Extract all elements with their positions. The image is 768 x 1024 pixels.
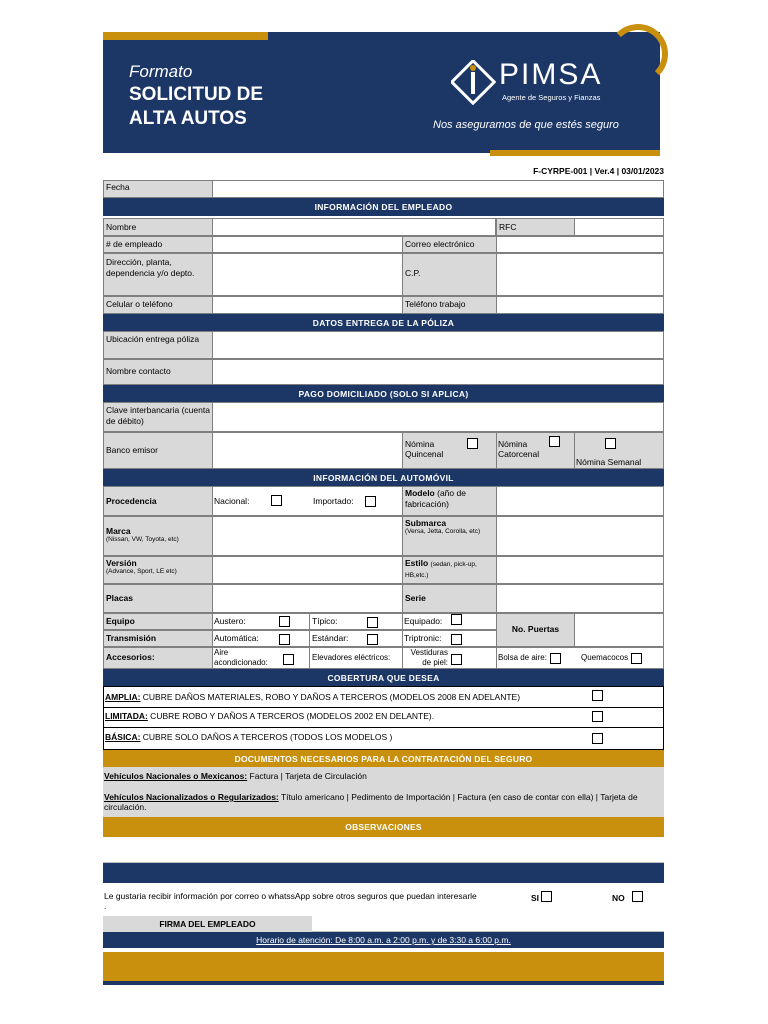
cobertura-limitada-key: LIMITADA: [105,711,148,721]
version-label-cell [103,556,213,584]
section-observaciones: OBSERVACIONES [103,817,664,837]
nacional-label: Nacional: [214,496,250,506]
vestiduras-checkbox[interactable] [451,654,462,665]
contacto-label: Nombre contacto [103,359,213,385]
ubicacion-input[interactable] [212,331,664,359]
nomina-semanal-checkbox[interactable] [605,438,616,449]
submarca-label-cell [402,516,497,556]
cobertura-limitada-desc: CUBRE ROBO Y DAÑOS A TERCEROS (MODELOS 2002 EN DELANTE). [147,711,435,721]
observaciones-input[interactable] [103,837,664,863]
fecha-label: Fecha [103,180,213,198]
transmision-options-b [309,630,403,647]
contacto-si-label: SI [531,893,540,903]
estandar-label: Estándar: [312,633,349,643]
section-poliza: DATOS ENTREGA DE LA PÓLIZA [103,314,664,331]
modelo-hint: (año de fabricación) [405,488,466,509]
cobertura-amplia-desc: CUBRE DAÑOS MATERIALES, ROBO Y DAÑOS A TERCEROS (MODELOS 2008 EN ADELANTE) [140,692,521,702]
footer-navy-line [103,981,664,985]
accesorios-options-d [496,647,664,669]
contacto-input[interactable] [212,359,664,385]
nombre-input[interactable] [212,218,496,236]
footer-gold-band [103,952,664,982]
transmision-options-a [212,630,310,647]
estandar-checkbox[interactable] [367,634,378,645]
estilo-hint: (sedan, pick-up, HB,etc.) [405,561,477,579]
accesorios-label: Accesorios: [103,647,213,669]
tel-trabajo-label: Teléfono trabajo [402,296,497,314]
nomina-semanal-label: Nómina Semanal [576,457,642,467]
vestiduras-label: Vestiduras de piel: [410,648,448,667]
nomina-catorcenal-label: Nómina Catorcenal [498,439,540,460]
nomina-quincenal-cell [402,432,497,469]
aire-label: Aire acondicionado: [214,648,268,667]
equipo-options-c [402,613,497,630]
estilo-label-cell [402,556,497,584]
marca-hint: (Nissan, VW, Toyota, etc) [106,536,179,544]
cobertura-limitada-row [103,708,664,728]
ubicacion-label: Ubicación entrega póliza [103,331,213,359]
nomina-quincenal-checkbox[interactable] [467,438,478,449]
firma-label: FIRMA DEL EMPLEADO [103,916,312,932]
clabe-label: Clave interbancaria (cuenta de débito) [103,402,213,432]
documentos-nacionalizados-key: Vehículos Nacionalizados o Regularizados: [104,792,279,802]
nomina-quincenal-label: Nómina Quincenal [405,439,444,460]
austero-checkbox[interactable] [279,616,290,627]
no-puertas-input[interactable] [574,613,664,647]
documentos-nacionalizados-text: Título americano | Pedimento de Importación | Factura (en caso de contar con ella) | Tarjeta de circulación. [104,792,638,813]
estilo-input[interactable] [496,556,664,584]
pimsa-logo [451,60,496,105]
importado-checkbox[interactable] [365,496,376,507]
modelo-label: Modelo [405,488,435,498]
marca-label-cell [103,516,213,556]
serie-input[interactable] [496,584,664,613]
section-cobertura: COBERTURA QUE DESEA [103,669,664,686]
doc-code: F-CYRPE-001 | Ver.4 | 03/01/2023 [533,166,664,176]
no-puertas-label: No. Puertas [496,613,575,647]
header-title-line2: ALTA AUTOS [129,108,247,129]
importado-label: Importado: [313,496,354,506]
marca-label: Marca [106,526,131,536]
horario-text: Horario de atención: De 8:00 a.m. a 2:00 p.m. y de 3:30 a 6:00 p.m. [256,935,511,945]
cobertura-amplia-row [103,686,664,708]
submarca-input[interactable] [496,516,664,556]
cobertura-amplia-text [105,692,520,702]
estilo-label: Estilo [405,558,429,568]
tel-trabajo-input[interactable] [496,296,664,314]
nombre-label: Nombre [103,218,213,236]
bolsa-label: Bolsa de aire: [498,653,547,662]
documentos-nacionales-text: Factura | Tarjeta de Circulación [247,771,367,781]
modelo-label-cell [402,486,497,516]
observaciones-navy-bar [103,863,664,883]
contacto-si-checkbox[interactable] [541,891,552,902]
cobertura-basica-desc: CUBRE SOLO DAÑOS A TERCEROS (TODOS LOS MODELOS ) [140,732,393,742]
placas-label: Placas [103,584,213,613]
nomina-semanal-cell [574,432,664,469]
aire-checkbox[interactable] [283,654,294,665]
documentos-nacionalizados [104,792,660,812]
equipo-options-b [309,613,403,630]
header-title-line1: SOLICITUD DE [129,84,264,105]
cobertura-basica-key: BÁSICA: [105,732,141,742]
slogan: Nos aseguramos de que estés seguro [433,119,619,131]
version-input[interactable] [212,556,403,584]
section-pago: PAGO DOMICILIADO (SOLO SI APLICA) [103,385,664,402]
tipico-label: Típico: [312,616,338,626]
horario-bar [103,932,664,948]
equipado-label: Equipado: [404,616,443,626]
cp-label: C.P. [402,253,497,296]
modelo-input[interactable] [496,486,664,516]
cobertura-amplia-key: AMPLIA: [105,692,141,702]
nomina-catorcenal-cell [496,432,575,469]
brand-tagline: Agente de Seguros y Fianzas [502,93,601,102]
header-gold-arc [608,24,668,84]
documentos-body [103,767,664,817]
firma-input[interactable] [312,916,664,932]
documentos-nacionales-key: Vehículos Nacionales o Mexicanos: [104,771,248,781]
celular-label: Celular o teléfono [103,296,213,314]
accesorios-options-a [212,647,310,669]
submarca-hint: (Versa, Jetta, Corolla, etc) [405,528,481,536]
cobertura-basica-checkbox[interactable] [592,733,603,744]
submarca-label: Submarca [405,518,447,528]
documentos-nacionales [104,771,660,781]
cobertura-basica-text [105,732,392,742]
placas-input[interactable] [212,584,403,613]
banco-label: Banco emisor [103,432,213,469]
contacto-no-label: NO [612,893,625,903]
equipo-options-a [212,613,310,630]
header-banner [103,32,660,153]
transmision-options-c [402,630,497,647]
cobertura-amplia-checkbox[interactable] [592,690,603,701]
brand-name: PIMSA [499,58,603,91]
rfc-input[interactable] [574,218,664,236]
header-gold-stripe [103,32,268,40]
nacional-checkbox[interactable] [271,495,282,506]
clabe-input[interactable] [212,402,664,432]
cp-input[interactable] [496,253,664,296]
celular-input[interactable] [212,296,403,314]
automatica-label: Automática: [214,633,259,643]
procedencia-options [212,486,403,516]
triptronic-label: Triptronic: [404,633,442,643]
section-auto: INFORMACIÓN DEL AUTOMÓVIL [103,469,664,486]
transmision-label: Transmisión [103,630,213,647]
version-hint: (Advance, Sport, LE etc) [106,568,177,576]
cobertura-limitada-checkbox[interactable] [592,711,603,722]
correo-input[interactable] [496,236,664,253]
fecha-input[interactable] [212,180,664,198]
tipico-checkbox[interactable] [367,617,378,628]
automatica-checkbox[interactable] [279,634,290,645]
serie-label: Serie [402,584,497,613]
num-empleado-input[interactable] [212,236,403,253]
marca-input[interactable] [212,516,403,556]
procedencia-label: Procedencia [103,486,213,516]
contacto-pregunta: Le gustaria recibir información por correo o whatssApp sobre otros seguros que puedan interesarle . [104,891,477,912]
correo-label: Correo electrónico [402,236,497,253]
direccion-input[interactable] [212,253,403,296]
header-gold-bottom [490,150,660,156]
num-empleado-label: # de empleado [103,236,213,253]
quemacocos-label: Quemacocos [581,653,629,662]
direccion-label: Dirección, planta, dependencia y/o depto. [103,253,213,296]
contacto-no-checkbox[interactable] [632,891,643,902]
banco-input[interactable] [212,432,403,469]
cobertura-basica-row [103,728,664,750]
bolsa-checkbox[interactable] [550,653,561,664]
version-label: Versión [106,558,137,568]
section-documentos: DOCUMENTOS NECESARIOS PARA LA CONTRATACIÓN DEL SEGURO [103,750,664,767]
austero-label: Austero: [214,616,246,626]
section-employee: INFORMACIÓN DEL EMPLEADO [103,198,664,216]
accesorios-options-c [402,647,497,669]
rfc-label: RFC [496,218,575,236]
triptronic-checkbox[interactable] [451,634,462,645]
header-pre-title: Formato [129,62,193,81]
equipo-label: Equipo [103,613,213,630]
elevadores-label: Elevadores eléctricos: [312,653,391,662]
cobertura-limitada-text [105,711,434,721]
nomina-catorcenal-checkbox[interactable] [549,436,560,447]
equipado-checkbox[interactable] [451,614,462,625]
quemacocos-checkbox[interactable] [631,653,642,664]
accesorios-options-b [309,647,403,669]
pimsa-logo-icon [451,60,496,105]
